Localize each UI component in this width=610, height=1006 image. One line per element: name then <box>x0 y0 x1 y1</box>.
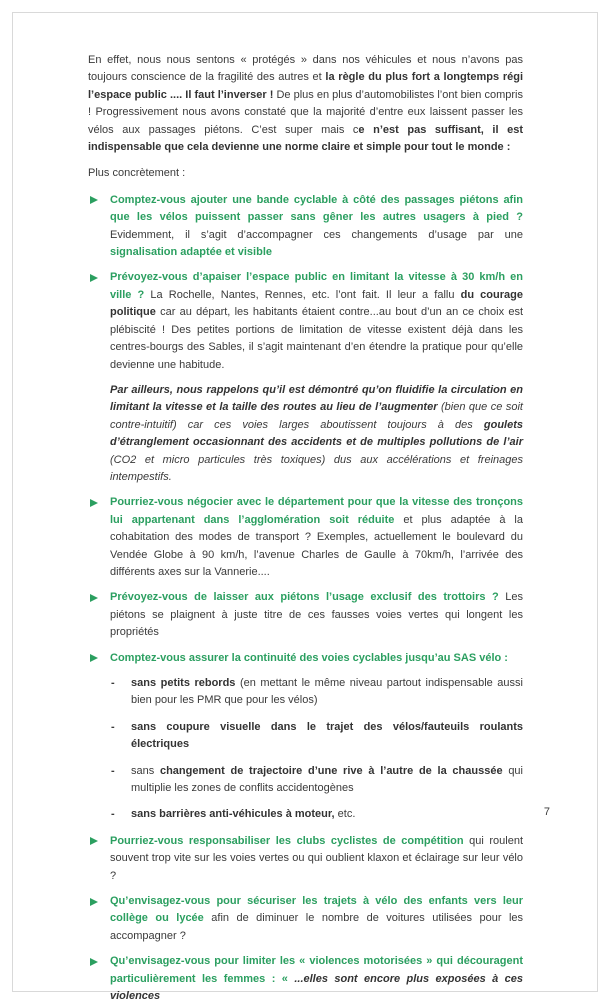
text-run: Comptez-vous ajouter une bande cyclable à côté des passages piétons afin que les vélos puissent passer sans gêner les autres usagers à pied ? <box>110 193 523 224</box>
sub-bullet-item <box>110 675 523 710</box>
text-run: et plus adaptée à la cohabitation des modes de transport ? Exemples, actuellement le boulevard du Vendée Globe à 90 km/h, l’avenue Charles de Gaulle à 70km/h, l’arrivée des différents axes sur la Vannerie.... <box>110 513 523 578</box>
text-run: sans coupure visuelle dans le trajet des vélos/fauteuils roulants électriques <box>131 720 523 751</box>
text-run: (CO2 et micro particules très toxiques) dus aux accélérations et freinages intempestifs. <box>110 453 523 483</box>
bullet-item <box>88 494 523 581</box>
text-run: Qu’envisagez-vous pour limiter les « violences motorisées » qui découragent particulièrement les femmes : « <box>110 955 523 985</box>
dash-bullet-icon: - <box>111 720 115 733</box>
document-page <box>12 12 598 1003</box>
intro-paragraph <box>88 52 523 156</box>
bullet-item <box>88 589 523 641</box>
sub-bullet-item <box>110 763 523 798</box>
text-run: Par ailleurs, nous rappelons qu’il est démontré qu’on fluidifie la circulation en limitant la vitesse et la taille des routes au lieu de l’augmenter <box>110 383 523 414</box>
arrow-bullet-icon <box>90 898 98 906</box>
arrow-bullet-icon <box>90 837 98 845</box>
text-run: sans <box>131 764 160 777</box>
aside-paragraph <box>110 382 523 486</box>
lead-in-line <box>88 165 523 182</box>
text-run: Plus concrètement : <box>88 167 186 180</box>
arrow-bullet-icon <box>90 196 98 204</box>
text-run: qui roulent souvent trop vite sur les voies vertes ou qui oublient klaxon et éclairage sur leur vélo ? <box>110 834 523 882</box>
text-run: la règle du plus fort a longtemps régi l’espace public .... Il faut l’inverser ! <box>88 71 523 101</box>
text-run: changement de trajectoire d’une rive à l’autre de la chaussée <box>159 764 509 777</box>
text-run: Pourriez-vous négocier avec le département pour que la vitesse des tronçons lui appartenant dans l’agglomération soit réduite <box>110 496 523 526</box>
bullet-item <box>88 650 523 667</box>
text-run: Prévoyez-vous de laisser aux piétons l’usage exclusif des trottoirs ? <box>110 591 506 604</box>
text-run: qui multiplie les zones de conflits accidentogènes <box>131 764 523 795</box>
text-run: Les piétons se plaignent à juste titre de ces fausses voies vertes qui longent les propriétés <box>110 591 523 639</box>
arrow-bullet-icon <box>90 499 98 507</box>
text-run: e n’est pas suffisant, il est indispensable que cela devienne une norme claire et simple pour tout le monde : <box>88 123 523 154</box>
arrow-bullet-icon <box>90 654 98 662</box>
sub-bullet-item <box>110 719 523 754</box>
text-run: La Rochelle, Nantes, Rennes, etc. l’ont fait. Il leur a fallu <box>150 288 461 301</box>
text-run: Evidemment, il s’agit d’accompagner ces changements d’usage par une <box>110 228 523 241</box>
text-run: etc. <box>337 808 356 821</box>
text-run: signalisation adaptée et visible <box>110 246 272 259</box>
text-run: du courage politique <box>110 288 523 319</box>
text-run: sans petits rebords <box>131 677 240 689</box>
dash-bullet-icon: - <box>111 677 115 689</box>
arrow-bullet-icon <box>90 594 98 602</box>
text-run: De plus en plus d’automobilistes l’ont bien compris ! Progressivement nous avons constaté que la majorité d’entre eux laissent passer les vélos aux passages piétons. C’est super mais c <box>88 88 523 136</box>
text-run: (bien que ce soit contre-intuitif) car ces voies larges aboutissent toujours à des <box>110 401 523 431</box>
text-run: (en mettant le même niveau partout indispensable aussi bien pour les PMR que pour les vélos) <box>131 677 523 707</box>
page-content <box>13 13 597 1006</box>
arrow-bullet-icon <box>90 958 98 966</box>
bullet-item <box>88 269 523 373</box>
text-run: goulets d’étranglement occasionnant des accidents et de multiples pollutions de l’air <box>110 418 523 449</box>
text-run: car au départ, les habitants étaient contre...au bout d’un an ce choix est plébiscité ! Des petites portions de limitation de vitesse existent déjà dans les centres-bourgs des Sables, il s’agit maintenant d’en étendre la pratique pour qu’elle devienne une habitude. <box>110 306 524 371</box>
text-run: Comptez-vous assurer la continuité des voies cyclables jusqu’au SAS vélo : <box>110 651 508 664</box>
bullet-item <box>88 192 523 262</box>
text-run: Prévoyez-vous d’apaiser l’espace public en limitant la vitesse à 30 km/h en ville ? <box>110 271 523 301</box>
arrow-bullet-icon <box>90 274 98 282</box>
text-run: sans barrières anti-véhicules à moteur, <box>131 808 338 821</box>
text-run: ...elles sont encore plus exposées à ces violences <box>110 972 523 1003</box>
text-run: Qu’envisagez-vous pour sécuriser les trajets à vélo des enfants vers leur collège ou lycée <box>110 895 523 925</box>
text-run: En effet, nous nous sentons « protégés » dans nos véhicules et nous n’avons pas toujours conscience de la fragilité des autres et <box>88 54 523 84</box>
dash-bullet-icon: - <box>111 764 115 777</box>
text-run: afin de diminuer le nombre de voitures utilisées pour les accompagner ? <box>110 912 523 942</box>
dash-bullet-icon: - <box>111 808 115 821</box>
page-number: 7 <box>543 806 550 818</box>
bullet-item <box>88 893 523 945</box>
text-run: Pourriez-vous responsabiliser les clubs cyclistes de compétition <box>110 834 470 847</box>
bullet-item <box>88 953 523 1005</box>
